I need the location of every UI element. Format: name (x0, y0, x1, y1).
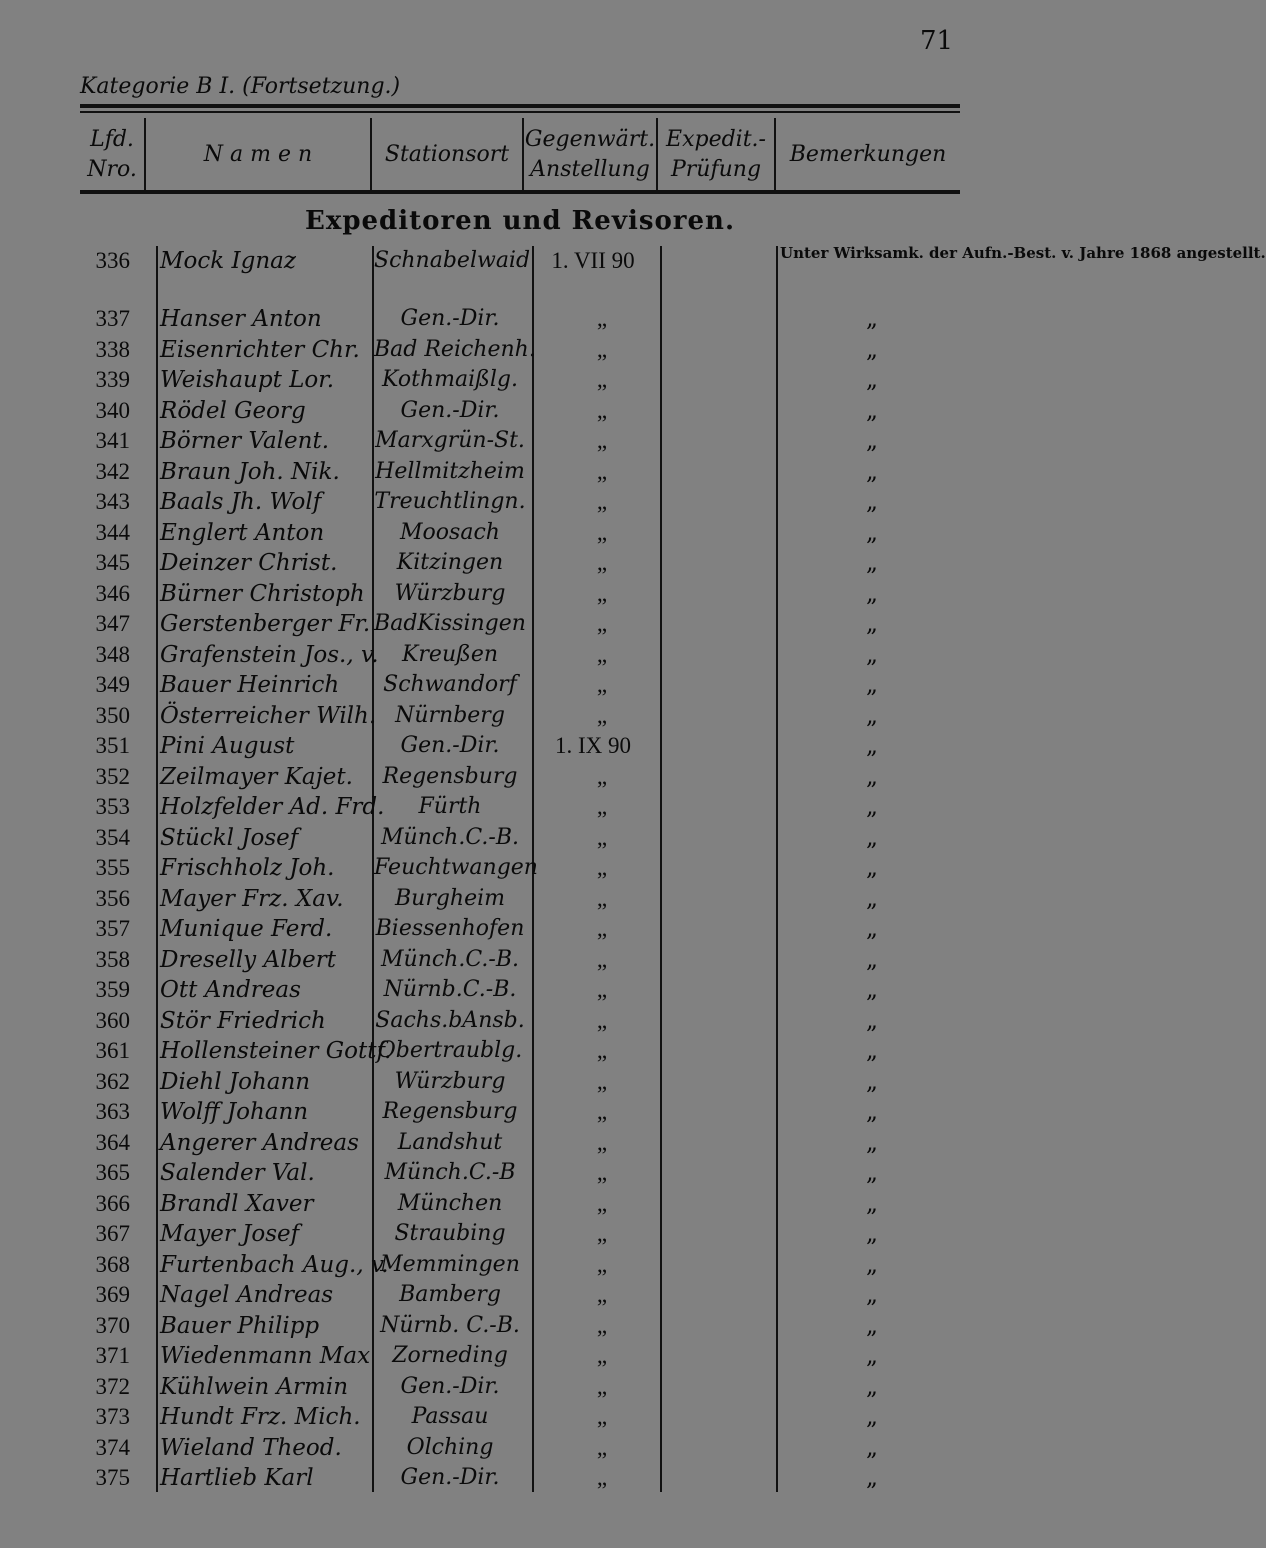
current-appointment: „ (596, 977, 608, 1002)
employee-name: Englert Anton (160, 519, 325, 546)
employee-name: Wiedenmann Max (160, 1343, 371, 1369)
table-row (0, 487, 1000, 518)
station-location: Münch.C.-B. (381, 946, 519, 972)
table-row (0, 1463, 1000, 1494)
station-location: Nürnb.C.-B. (383, 977, 517, 1002)
station-location: Olching (406, 1434, 494, 1460)
row-number: 371 (95, 1343, 130, 1368)
row-number: 349 (95, 672, 130, 697)
remarks: „ (866, 611, 878, 637)
station-location: Würzburg (394, 580, 506, 606)
row-number: 369 (95, 1282, 130, 1307)
header-pruefung: Expedit.- Prüfung (666, 127, 766, 182)
station-location: Sachs.bAnsb. (375, 1007, 525, 1033)
row-number: 360 (95, 1007, 130, 1033)
remarks: „ (866, 794, 878, 820)
remarks: „ (866, 855, 878, 881)
row-number: 342 (95, 458, 130, 484)
table-row (0, 792, 1000, 823)
employee-name: Stör Friedrich (160, 1007, 326, 1034)
remarks: „ (866, 672, 878, 698)
station-location: Gen.-Dir. (400, 1373, 500, 1399)
row-number: 373 (95, 1404, 130, 1429)
row-number: 350 (95, 702, 130, 728)
employee-name: Stückl Josef (160, 824, 299, 851)
remarks: „ (866, 1373, 878, 1400)
row-number: 344 (95, 519, 130, 545)
current-appointment: „ (596, 702, 608, 728)
table-row (0, 1158, 1000, 1189)
remarks: „ (866, 916, 878, 942)
station-location: Würzburg (394, 1068, 506, 1094)
row-number: 340 (95, 397, 130, 423)
current-appointment: „ (596, 1434, 608, 1460)
current-appointment: „ (596, 855, 608, 880)
station-location: Fürth (418, 794, 482, 819)
station-location: Burgheim (394, 885, 506, 911)
row-number: 343 (95, 489, 130, 514)
row-number: 356 (95, 885, 130, 911)
remarks: Unter Wirksamk. der Aufn.-Best. v. Jahre 1868 angestellt. (780, 244, 1266, 262)
row-number: 338 (95, 336, 130, 362)
table-row (0, 975, 1000, 1006)
row-number: 355 (95, 855, 130, 880)
station-location: Nürnberg (395, 702, 505, 728)
page-number: 71 (920, 26, 954, 56)
current-appointment: „ (596, 550, 608, 575)
header-bemerkungen: Bemerkungen (789, 142, 947, 167)
station-location: Passau (411, 1404, 489, 1429)
table-row (0, 1250, 1000, 1281)
table-row (0, 1128, 1000, 1159)
remarks: „ (866, 1434, 878, 1461)
table-row (0, 548, 1000, 579)
employee-name: Furtenbach Aug., v. (160, 1251, 389, 1278)
current-appointment: „ (596, 1343, 608, 1368)
current-appointment: „ (596, 824, 608, 850)
station-location: Münch.C.-B (384, 1160, 516, 1185)
station-location: Kreußen (401, 641, 499, 667)
station-location: München (397, 1190, 503, 1216)
remarks: „ (866, 1129, 878, 1156)
station-location: Marxgrün-St. (375, 428, 525, 453)
remarks: „ (866, 1282, 878, 1308)
station-location: Moosach (400, 519, 500, 545)
employee-name: Nagel Andreas (160, 1282, 334, 1308)
current-appointment: „ (596, 1404, 608, 1429)
table-row (0, 1311, 1000, 1342)
remarks: „ (866, 1404, 878, 1430)
employee-name: Hollensteiner Gottf. (160, 1038, 392, 1064)
remarks: „ (866, 1190, 878, 1217)
employee-name: Brandl Xaver (160, 1190, 314, 1217)
row-number: 345 (95, 550, 130, 575)
station-location: Feuchtwangen (374, 855, 538, 880)
row-number: 375 (95, 1465, 130, 1490)
remarks: „ (866, 1251, 878, 1278)
remarks: „ (866, 428, 878, 454)
row-number: 362 (95, 1068, 130, 1094)
station-location: Obertraublg. (377, 1038, 523, 1063)
employee-name: Pini August (160, 733, 295, 759)
employee-name: Hundt Frz. Mich. (160, 1404, 361, 1430)
table-row (0, 426, 1000, 457)
employee-name: Braun Joh. Nik. (160, 458, 340, 485)
current-appointment: „ (596, 916, 608, 941)
remarks: „ (866, 336, 878, 363)
station-location: Straubing (394, 1221, 506, 1246)
employee-name: Deinzer Christ. (160, 550, 338, 576)
station-location: Schwandorf (383, 672, 517, 697)
table-row (0, 945, 1000, 976)
remarks: „ (866, 702, 878, 729)
current-appointment: 1. IX 90 (554, 733, 632, 758)
current-appointment: „ (596, 1282, 608, 1307)
row-number: 365 (95, 1160, 130, 1185)
row-number: 347 (95, 611, 130, 636)
current-appointment: „ (596, 1190, 608, 1216)
remarks: „ (866, 1160, 878, 1186)
employee-name: Bauer Heinrich (160, 672, 340, 698)
table-row (0, 1036, 1000, 1067)
section-title: Expeditoren und Revisoren. (305, 206, 735, 236)
row-number: 353 (95, 794, 130, 819)
current-appointment: „ (596, 1312, 608, 1338)
table-row (0, 579, 1000, 610)
row-number: 357 (95, 916, 130, 941)
table-row (0, 823, 1000, 854)
top-double-rule-2 (80, 111, 960, 113)
remarks: „ (866, 489, 878, 515)
current-appointment: „ (596, 336, 608, 362)
station-location: Gen.-Dir. (400, 397, 500, 423)
current-appointment: „ (596, 1007, 608, 1033)
remarks: „ (866, 1343, 878, 1369)
remarks: „ (866, 824, 878, 851)
remarks: „ (866, 885, 878, 912)
row-number: 337 (95, 306, 130, 331)
row-number: 341 (95, 428, 130, 453)
current-appointment: „ (596, 1221, 608, 1246)
current-appointment: „ (596, 946, 608, 972)
table-row (0, 1067, 1000, 1098)
station-location: Gen.-Dir. (400, 306, 500, 331)
employee-name: Weishaupt Lor. (160, 367, 335, 393)
current-appointment: „ (596, 794, 608, 819)
station-location: Hellmitzheim (375, 458, 525, 484)
table-row (0, 1189, 1000, 1220)
top-double-rule-1 (80, 104, 960, 108)
remarks: „ (866, 733, 878, 759)
table-row (0, 701, 1000, 732)
current-appointment: „ (596, 489, 608, 514)
station-location: Bad Reichenh. (374, 336, 536, 362)
row-number: 363 (95, 1099, 130, 1124)
current-appointment: „ (596, 1068, 608, 1094)
employee-name: Mock Ignaz (160, 248, 296, 274)
employee-name: Angerer Andreas (160, 1129, 359, 1156)
header-nr: Lfd. Nro. (87, 127, 137, 182)
station-location: Memmingen (380, 1251, 520, 1277)
station-location: Nürnb. C.-B. (380, 1312, 520, 1338)
employee-table (0, 244, 1266, 1494)
row-number: 358 (95, 946, 130, 972)
table-row (0, 1006, 1000, 1037)
row-number: 354 (95, 824, 130, 850)
employee-name: Salender Val. (160, 1160, 315, 1186)
employee-name: Dreselly Albert (160, 946, 337, 973)
current-appointment: „ (596, 1465, 608, 1490)
remarks: „ (866, 763, 878, 790)
table-row (0, 914, 1000, 945)
remarks: „ (866, 1465, 878, 1491)
table-row (0, 762, 1000, 793)
row-number: 366 (95, 1190, 130, 1216)
table-row (0, 457, 1000, 488)
employee-name: Grafenstein Jos., v. (160, 641, 379, 668)
row-number: 351 (95, 733, 130, 758)
current-appointment: „ (596, 519, 608, 545)
row-number: 346 (95, 580, 130, 606)
current-appointment: „ (596, 306, 608, 331)
station-location: Treuchtlingn. (374, 489, 526, 514)
row-number: 368 (95, 1251, 130, 1277)
row-number: 336 (95, 248, 130, 273)
current-appointment: 1. VII 90 (551, 248, 635, 273)
station-location: Bamberg (399, 1282, 501, 1307)
station-location: Landshut (397, 1129, 503, 1155)
remarks: „ (866, 580, 878, 607)
table-row (0, 518, 1000, 549)
row-number: 364 (95, 1129, 130, 1155)
table-row (0, 731, 1000, 762)
current-appointment: „ (596, 641, 608, 667)
employee-name: Zeilmayer Kajet. (160, 763, 353, 790)
remarks: „ (866, 1068, 878, 1095)
table-row (0, 1341, 1000, 1372)
station-location: Biessenhofen (375, 916, 525, 941)
table-row (0, 1097, 1000, 1128)
employee-name: Eisenrichter Chr. (160, 336, 360, 363)
employee-name: Wolff Johann (160, 1099, 309, 1125)
remarks: „ (866, 458, 878, 485)
remarks: „ (866, 946, 878, 973)
row-number: 359 (95, 977, 130, 1002)
remarks: „ (866, 1312, 878, 1339)
station-location: BadKissingen (374, 611, 526, 636)
row-number: 339 (95, 367, 130, 392)
employee-name: Hartlieb Karl (160, 1465, 314, 1491)
row-number: 361 (95, 1038, 130, 1063)
remarks: „ (866, 306, 878, 332)
employee-name: Frischholz Joh. (160, 855, 335, 881)
current-appointment: „ (596, 458, 608, 484)
row-number: 348 (95, 641, 130, 667)
remarks: „ (866, 641, 878, 668)
current-appointment: „ (596, 1251, 608, 1277)
row-number: 372 (95, 1373, 130, 1399)
remarks: „ (866, 519, 878, 546)
employee-name: Österreicher Wilh. (160, 702, 377, 729)
table-row (0, 244, 1266, 304)
remarks: „ (866, 977, 878, 1003)
table-row (0, 884, 1000, 915)
employee-name: Bauer Philipp (160, 1312, 320, 1339)
table-row (0, 335, 1000, 366)
remarks: „ (866, 1038, 878, 1064)
station-location: Kothmaißlg. (382, 367, 518, 392)
table-row (0, 1402, 1000, 1433)
table-row (0, 853, 1000, 884)
table-row (0, 1280, 1000, 1311)
employee-name: Ott Andreas (160, 977, 301, 1003)
employee-name: Wieland Theod. (160, 1434, 342, 1461)
table-row (0, 1433, 1000, 1464)
station-location: Zorneding (392, 1343, 508, 1368)
station-location: Gen.-Dir. (400, 733, 500, 758)
table-row (0, 1372, 1000, 1403)
category-caption: Kategorie B I. (Fortsetzung.) (80, 74, 401, 99)
station-location: Münch.C.-B. (381, 824, 519, 850)
employee-name: Holzfelder Ad. Frd. (160, 794, 385, 820)
station-location: Schnabelwaid (374, 248, 531, 273)
current-appointment: „ (596, 1038, 608, 1063)
row-number: 367 (95, 1221, 130, 1246)
current-appointment: „ (596, 1129, 608, 1155)
remarks: „ (866, 1099, 878, 1125)
current-appointment: „ (596, 367, 608, 392)
remarks: „ (866, 367, 878, 393)
header-namen: N a m e n (203, 142, 313, 167)
row-number: 370 (95, 1312, 130, 1338)
current-appointment: „ (596, 1099, 608, 1124)
current-appointment: „ (596, 1373, 608, 1399)
current-appointment: „ (596, 672, 608, 697)
employee-name: Gerstenberger Fr. (160, 611, 371, 637)
employee-name: Munique Ferd. (160, 916, 333, 942)
employee-name: Mayer Frz. Xav. (160, 885, 344, 912)
table-row (0, 304, 1000, 335)
table-row (0, 640, 1000, 671)
current-appointment: „ (596, 428, 608, 453)
table-row (0, 670, 1000, 701)
header-stationsort: Stationsort (384, 142, 510, 167)
table-row (0, 396, 1000, 427)
current-appointment: „ (596, 580, 608, 606)
employee-name: Diehl Johann (160, 1068, 311, 1095)
table-row (0, 609, 1000, 640)
table-row (0, 365, 1000, 396)
current-appointment: „ (596, 397, 608, 423)
employee-name: Mayer Josef (160, 1221, 300, 1247)
current-appointment: „ (596, 763, 608, 789)
remarks: „ (866, 1007, 878, 1034)
station-location: Regensburg (382, 1099, 518, 1124)
employee-name: Hanser Anton (160, 306, 322, 332)
employee-name: Kühlwein Armin (160, 1373, 349, 1400)
employee-name: Baals Jh. Wolf (160, 489, 322, 515)
remarks: „ (866, 397, 878, 424)
table-row (0, 1219, 1000, 1250)
station-location: Regensburg (382, 763, 518, 789)
current-appointment: „ (596, 611, 608, 636)
header-anstellung: Gegenwärt. Anstellung (524, 127, 656, 182)
station-location: Kitzingen (396, 550, 504, 575)
remarks: „ (866, 1221, 878, 1247)
employee-name: Rödel Georg (160, 397, 306, 424)
employee-name: Bürner Christoph (160, 580, 365, 607)
employee-name: Börner Valent. (160, 428, 330, 454)
station-location: Gen.-Dir. (400, 1465, 500, 1490)
current-appointment: „ (596, 1160, 608, 1185)
remarks: „ (866, 550, 878, 576)
row-number: 374 (95, 1434, 130, 1460)
current-appointment: „ (596, 885, 608, 911)
row-number: 352 (95, 763, 130, 789)
